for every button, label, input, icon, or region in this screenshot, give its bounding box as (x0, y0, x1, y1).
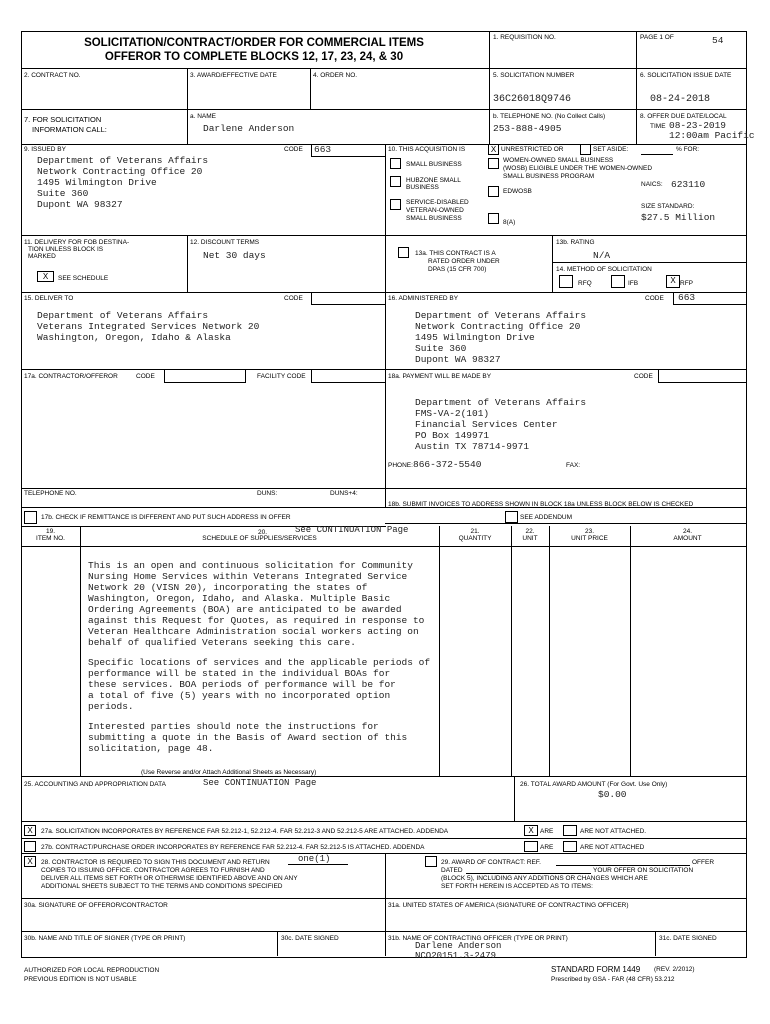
date-31c-label: 31c. DATE SIGNED (659, 935, 717, 942)
form-title-line1: SOLICITATION/CONTRACT/ORDER FOR COMMERCIAL ITEMS (84, 37, 424, 49)
27b-are-checkbox[interactable] (524, 841, 538, 852)
small-business-checkbox[interactable] (390, 158, 401, 169)
rfp-checkbox[interactable]: X (666, 275, 680, 288)
hubzone-label-1: HUBZONE SMALL (406, 177, 461, 184)
wosb-label-3: SMALL BUSINESS PROGRAM (503, 173, 595, 180)
discount-label: 12. DISCOUNT TERMS (190, 239, 260, 246)
administered-by-line-5: Dupont WA 98327 (415, 354, 501, 365)
solicitation-no-label: 5. SOLICITATION NUMBER (493, 72, 575, 79)
col21-num: 21. (470, 528, 480, 535)
contract-no-label: 2. CONTRACT NO. (24, 72, 81, 79)
sdvosb-checkbox[interactable] (390, 199, 401, 210)
size-standard: $27.5 Million (641, 212, 716, 223)
wosb-checkbox[interactable] (488, 158, 499, 169)
deliver-to-label: 15. DELIVER TO (24, 295, 74, 302)
contact-phone: 253-888-4905 (493, 123, 562, 134)
total-award-amount: $0.00 (598, 789, 627, 800)
administered-by-line-3: 1495 Wilmington Drive (415, 332, 535, 343)
27a-are-checkbox[interactable]: X (524, 825, 538, 836)
issued-by-code: 663 (314, 144, 332, 155)
set-aside-checkbox[interactable] (580, 144, 591, 155)
27a-text: 27a. SOLICITATION INCORPORATES BY REFERENCE FAR 52.212-1, 52.212-4. FAR 52.212-3 AND 52.212-5 ARE ATTACHED. ADDENDA (41, 828, 449, 835)
contractor-code-box[interactable] (164, 369, 246, 383)
page-total: 54 (712, 35, 724, 46)
name-label: a. NAME (190, 113, 217, 120)
issued-by-line-4: Suite 360 (37, 188, 89, 199)
issued-by-line-5: Dupont WA 98327 (37, 199, 123, 210)
contracting-officer-id: NCO20151.3-2479 (415, 951, 497, 961)
rated-label-3: DPAS (15 CFR 700) (428, 266, 487, 273)
27b-are-label: ARE (540, 844, 554, 851)
discount-terms: Net 30 days (203, 250, 266, 261)
rating-value: N/A (593, 250, 611, 261)
facility-code-label: FACILITY CODE (257, 373, 306, 380)
naics-label: NAICS: (641, 181, 663, 188)
29-checkbox[interactable] (425, 856, 437, 867)
due-label: 8. OFFER DUE DATE/LOCAL (640, 113, 727, 120)
unrestricted-label: UNRESTRICTED OR (501, 146, 564, 153)
name-31b-label: 31b. NAME OF CONTRACTING OFFICER (TYPE OR PRINT) (388, 935, 568, 942)
issued-by-code-label: CODE (284, 146, 303, 153)
accounting-label: 25. ACCOUNTING AND APPROPRIATION DATA (24, 781, 166, 788)
small-business-label: SMALL BUSINESS (406, 161, 462, 168)
administered-by-code: 663 (678, 292, 696, 303)
payment-phone-label: PHONE: (388, 462, 413, 469)
unrestricted-checkbox[interactable]: X (488, 144, 499, 155)
sig-30a-label: 30a. SIGNATURE OF OFFEROR/CONTRACTOR (24, 902, 168, 909)
time-label: TIME (650, 123, 666, 130)
schedule-paragraph-1: This is an open and continuous solicitation for Community Nursing Home Services within Veterans Integrated Service Network 20 (VISN 20), incorporating the states of Washington, Oregon, Idaho, and Alaska. Multiple Basic Ordering Agreements (BOA) are anticipated to be awarded against this Request for Quotes, as required in response to Veteran Healthcare Administration social workers acting on behalf of qualified Veterans seeking this care. (88, 560, 425, 648)
27a-checkbox[interactable]: X (24, 825, 36, 836)
27a-are-label: ARE (540, 828, 554, 835)
deliver-to-line-3: Washington, Oregon, Idaho & Alaska (37, 332, 231, 343)
issued-by-line-2: Network Contracting Office 20 (37, 166, 203, 177)
due-date: 08-23-2019 (669, 120, 727, 131)
total-award-label: 26. TOTAL AWARD AMOUNT (For Govt. Use Only) (520, 781, 668, 788)
form-title-line2: OFFEROR TO COMPLETE BLOCKS 12, 17, 23, 24, & 30 (104, 51, 404, 63)
29-line-1: 29. AWARD OF CONTRACT: REF. (441, 859, 541, 866)
col22-num: 22. (525, 528, 535, 535)
delivery-label-1: 11. DELIVERY FOR FOB DESTINA- (24, 239, 130, 246)
col24-header: AMOUNT (673, 535, 702, 542)
hubzone-label-2: BUSINESS (406, 184, 439, 191)
for-info-label-1: 7. FOR SOLICITATION (24, 115, 102, 124)
ifb-label: IFB (628, 280, 639, 287)
sdvosb-label-2: VETERAN-OWNED (406, 207, 464, 214)
28-line-3: DELIVER ALL ITEMS SET FORTH OR OTHERWISE IDENTIFIED ABOVE AND ON ANY (41, 875, 298, 882)
col23-header: UNIT PRICE (571, 535, 608, 542)
rated-order-checkbox[interactable] (398, 247, 409, 258)
col21-header: QUANTITY (458, 535, 492, 542)
col23-num: 23. (584, 528, 595, 535)
footer-rev: (REV. 2/2012) (654, 966, 695, 973)
telephone-label: TELEPHONE NO. (24, 490, 77, 497)
see-addendum-label: SEE ADDENDUM (520, 514, 573, 521)
29-offer: OFFER (692, 859, 715, 866)
27b-checkbox[interactable] (24, 841, 36, 852)
issued-by-line-3: 1495 Wilmington Drive (37, 177, 157, 188)
issue-date: 08-24-2018 (650, 94, 711, 105)
invoice-label: 18b. SUBMIT INVOICES TO ADDRESS SHOWN IN BLOCK 18a UNLESS BLOCK BELOW IS CHECKED (388, 501, 694, 508)
administered-by-line-2: Network Contracting Office 20 (415, 321, 581, 332)
delivery-label-2: TION UNLESS BLOCK IS (28, 246, 104, 253)
28-copies: one(1) (298, 854, 331, 864)
duns-label: DUNS: (257, 490, 278, 497)
payment-fax-label: FAX: (566, 462, 581, 469)
rfq-checkbox[interactable] (559, 275, 573, 288)
payment-code-box (658, 369, 747, 383)
contractor-code-label: CODE (136, 373, 155, 380)
deliver-to-line-1: Department of Veterans Affairs (37, 310, 209, 321)
issued-by-line-1: Department of Veterans Affairs (37, 155, 209, 166)
issued-by-label: 9. ISSUED BY (24, 146, 66, 153)
payment-phone: 866-372-5540 (413, 459, 482, 470)
duns4-label: DUNS+4: (330, 490, 358, 497)
27a-are-not-checkbox[interactable] (563, 825, 577, 836)
footer-form-name: STANDARD FORM 1449 (551, 965, 641, 974)
deliver-to-code-label: CODE (284, 295, 303, 302)
28-line-1: 28. CONTRACTOR IS REQUIRED TO SIGN THIS DOCUMENT AND RETURN (41, 859, 270, 866)
acquisition-label: 10. THIS ACQUISITION IS (388, 146, 466, 153)
edwosb-label: EDWOSB (503, 188, 532, 195)
administered-by-line-1: Department of Veterans Affairs (415, 310, 587, 321)
hubzone-checkbox[interactable] (390, 176, 401, 187)
accounting-value: See CONTINUATION Page (203, 778, 317, 788)
order-no-label: 4. ORDER NO. (313, 72, 358, 79)
8a-checkbox[interactable] (488, 213, 499, 224)
col20-see-continuation: See CONTINUATION Page (295, 525, 409, 535)
27a-are-not-label: ARE NOT ATTACHED. (580, 828, 647, 835)
footer-prescribed: Prescribed by GSA - FAR (48 CFR) 53.212 (551, 976, 675, 983)
requisition-label: 1. REQUISITION NO. (493, 34, 556, 41)
due-time: 12:00am Pacific (669, 130, 755, 141)
col19-num: 19. (45, 528, 56, 535)
col19-header: ITEM NO. (36, 535, 65, 542)
facility-code-box[interactable] (311, 369, 386, 383)
deliver-to-line-2: Veterans Integrated Services Network 20 (37, 321, 260, 332)
29-line-2: DATED (441, 867, 463, 874)
sdvosb-label-1: SERVICE-DISABLED (406, 199, 469, 206)
rating-label: 13b. RATING (556, 239, 595, 246)
contact-name: Darlene Anderson (203, 123, 295, 134)
29-your-offer: YOUR OFFER ON SOLICITATION (593, 867, 694, 874)
wosb-label-1: WOMEN-OWNED SMALL BUSINESS (503, 157, 614, 164)
delivery-label-3: MARKED (28, 253, 56, 260)
footer-previous: PREVIOUS EDITION IS NOT USABLE (24, 976, 137, 983)
remittance-checkbox[interactable] (24, 511, 37, 524)
payment-line-4: PO Box 149971 (415, 430, 490, 441)
29-line-3: (BLOCK 5), INCLUDING ANY ADDITIONS OR CHANGES WHICH ARE (441, 875, 648, 882)
see-schedule-checkbox[interactable]: X (37, 271, 54, 282)
sdvosb-label-3: SMALL BUSINESS (406, 215, 462, 222)
contractor-label: 17a. CONTRACTOR/OFFEROR (24, 373, 118, 380)
8a-label: 8(A) (503, 219, 516, 226)
administered-by-line-4: Suite 360 (415, 343, 467, 354)
payment-label: 18a. PAYMENT WILL BE MADE BY (388, 373, 492, 380)
issue-date-label: 6. SOLICITATION ISSUE DATE (640, 72, 732, 79)
administered-by-code-label: CODE (645, 295, 664, 302)
method-label: 14. METHOD OF SOLICITATION (556, 266, 652, 273)
rfq-label: RFQ (578, 280, 592, 287)
rfp-label: RFP (680, 280, 693, 287)
29-line-4: SET FORTH HEREIN IS ACCEPTED AS TO ITEMS: (441, 883, 593, 890)
see-addendum-checkbox[interactable] (505, 511, 518, 523)
schedule-paragraph-2: Specific locations of services and the applicable periods of performance will be stated in the individual BOAs for these services. BOA periods of performance will be for a total of five (5) years with no incorporated option periods. (88, 657, 431, 712)
size-standard-label: SIZE STANDARD: (641, 203, 695, 210)
28-line-4: ADDITIONAL SHEETS SUBJECT TO THE TERMS AND CONDITIONS SPECIFIED (41, 883, 283, 890)
for-info-label-2: INFORMATION CALL: (32, 125, 107, 134)
27b-are-not-label: ARE NOT ATTACHED (580, 844, 645, 851)
remittance-label: 17b. CHECK IF REMITTANCE IS DIFFERENT AND PUT SUCH ADDRESS IN OFFER (41, 514, 291, 521)
reverse-note: (Use Reverse and/or Attach Additional Sheets as Necessary) (141, 769, 317, 776)
administered-by-label: 16. ADMINISTERED BY (388, 295, 459, 302)
payment-code-label: CODE (634, 373, 653, 380)
see-schedule-label: SEE SCHEDULE (58, 275, 109, 282)
solicitation-number: 36C26018Q9746 (493, 94, 572, 105)
payment-line-5: Austin TX 78714-9971 (415, 441, 530, 452)
sig-31a-label: 31a. UNITED STATES OF AMERICA (SIGNATURE OF CONTRACTING OFFICER) (388, 902, 629, 909)
naics-code: 623110 (671, 179, 706, 190)
page-label: PAGE 1 OF (640, 34, 674, 41)
27b-text: 27b. CONTRACT/PURCHASE ORDER INCORPORATES BY REFERENCE FAR 52.212-4. FAR 52.212-5 IS ATTACHED. ADDENDA (41, 844, 425, 851)
date-30c-label: 30c. DATE SIGNED (281, 935, 339, 942)
wosb-label-2: (WOSB) ELIGIBLE UNDER THE WOMEN-OWNED (503, 165, 653, 172)
col20-header: SCHEDULE OF SUPPLIES/SERVICES (202, 535, 317, 542)
28-line-2: COPIES TO ISSUING OFFICE. CONTRACTOR AGREES TO FURNISH AND (41, 867, 265, 874)
col20-num: 20. (258, 529, 268, 536)
payment-line-2: FMS-VA-2(101) (415, 408, 490, 419)
award-date-label: 3. AWARD/EFFECTIVE DATE (190, 72, 277, 79)
rated-label-2: RATED ORDER UNDER (428, 258, 500, 265)
deliver-to-code-box (311, 292, 386, 305)
schedule-paragraph-3: Interested parties should note the instructions for submitting a quote in the Basis of Award section of this solicitation, page 48. (88, 721, 408, 754)
payment-line-1: Department of Veterans Affairs (415, 397, 587, 408)
ifb-checkbox[interactable] (611, 275, 625, 288)
edwosb-checkbox[interactable] (488, 186, 499, 197)
set-aside-label: SET ASIDE: (593, 146, 629, 153)
payment-line-3: Financial Services Center (415, 419, 558, 430)
col22-header: UNIT (522, 535, 538, 542)
contracting-officer-name: Darlene Anderson (415, 941, 502, 951)
col24-num: 24. (682, 528, 693, 535)
27b-are-not-checkbox[interactable] (563, 841, 577, 852)
rated-label-1: 13a. THIS CONTRACT IS A (415, 250, 496, 257)
percent-for-label: % FOR: (676, 146, 700, 153)
name-30b-label: 30b. NAME AND TITLE OF SIGNER (TYPE OR PRINT) (24, 935, 186, 942)
phone-label: b. TELEPHONE NO. (No Collect Calls) (493, 113, 606, 120)
footer-authorized: AUTHORIZED FOR LOCAL REPRODUCTION (24, 967, 160, 974)
28-checkbox[interactable]: X (24, 856, 36, 867)
